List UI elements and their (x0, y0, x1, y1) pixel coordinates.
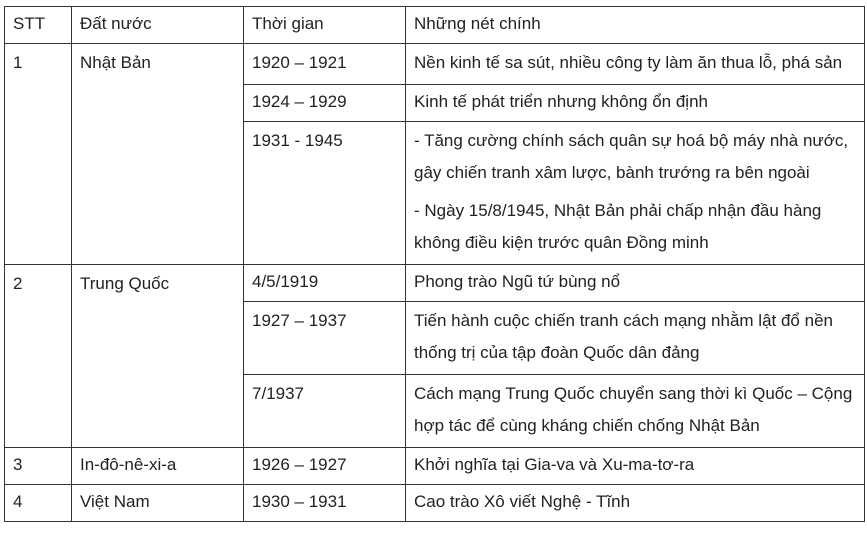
cell-features: Phong trào Ngũ tứ bùng nổ (406, 265, 865, 302)
feature-paragraph: - Tăng cường chính sách quân sự hoá bộ máy nhà nước, gây chiến tranh xâm lược, bành trướng ra bên ngoài (414, 131, 849, 182)
cell-stt: 3 (5, 448, 72, 485)
cell-time: 1924 – 1929 (244, 85, 406, 122)
cell-country: In-đô-nê-xi-a (72, 448, 244, 485)
header-row (5, 7, 865, 44)
table-row (5, 485, 865, 522)
header-stt: STT (5, 7, 72, 44)
header-time: Thời gian (244, 7, 406, 44)
header-features: Những nét chính (406, 7, 865, 44)
cell-features: Khởi nghĩa tại Gia-va và Xu-ma-tơ-ra (406, 448, 865, 485)
cell-features: Nền kinh tế sa sút, nhiều công ty làm ăn thua lỗ, phá sản (406, 44, 865, 85)
cell-time: 7/1937 (244, 375, 406, 448)
cell-stt: 2 (5, 265, 72, 448)
cell-time: 1930 – 1931 (244, 485, 406, 522)
cell-features: Cách mạng Trung Quốc chuyển sang thời kì Quốc – Cộng hợp tác để cùng kháng chiến chống Nhật Bản (406, 375, 865, 448)
cell-country: Trung Quốc (72, 265, 244, 448)
cell-features: Cao trào Xô viết Nghệ - Tĩnh (406, 485, 865, 522)
cell-time: 4/5/1919 (244, 265, 406, 302)
cell-time: 1931 - 1945 (244, 122, 406, 265)
feature-paragraph: - Ngày 15/8/1945, Nhật Bản phải chấp nhận đầu hàng không điều kiện trước quân Đồng minh (414, 201, 822, 252)
cell-time: 1926 – 1927 (244, 448, 406, 485)
header-country: Đất nước (72, 7, 244, 44)
cell-features: Kinh tế phát triển nhưng không ổn định (406, 85, 865, 122)
cell-time: 1927 – 1937 (244, 302, 406, 375)
table-row (5, 265, 865, 302)
cell-country: Nhật Bản (72, 44, 244, 265)
cell-stt: 1 (5, 44, 72, 265)
table-row (5, 448, 865, 485)
history-table (4, 6, 865, 522)
cell-stt: 4 (5, 485, 72, 522)
table-row (5, 44, 865, 85)
cell-time: 1920 – 1921 (244, 44, 406, 85)
cell-features: Tiến hành cuộc chiến tranh cách mạng nhằm lật đổ nền thống trị của tập đoàn Quốc dân đảng (406, 302, 865, 375)
cell-country: Việt Nam (72, 485, 244, 522)
cell-features (406, 122, 865, 265)
